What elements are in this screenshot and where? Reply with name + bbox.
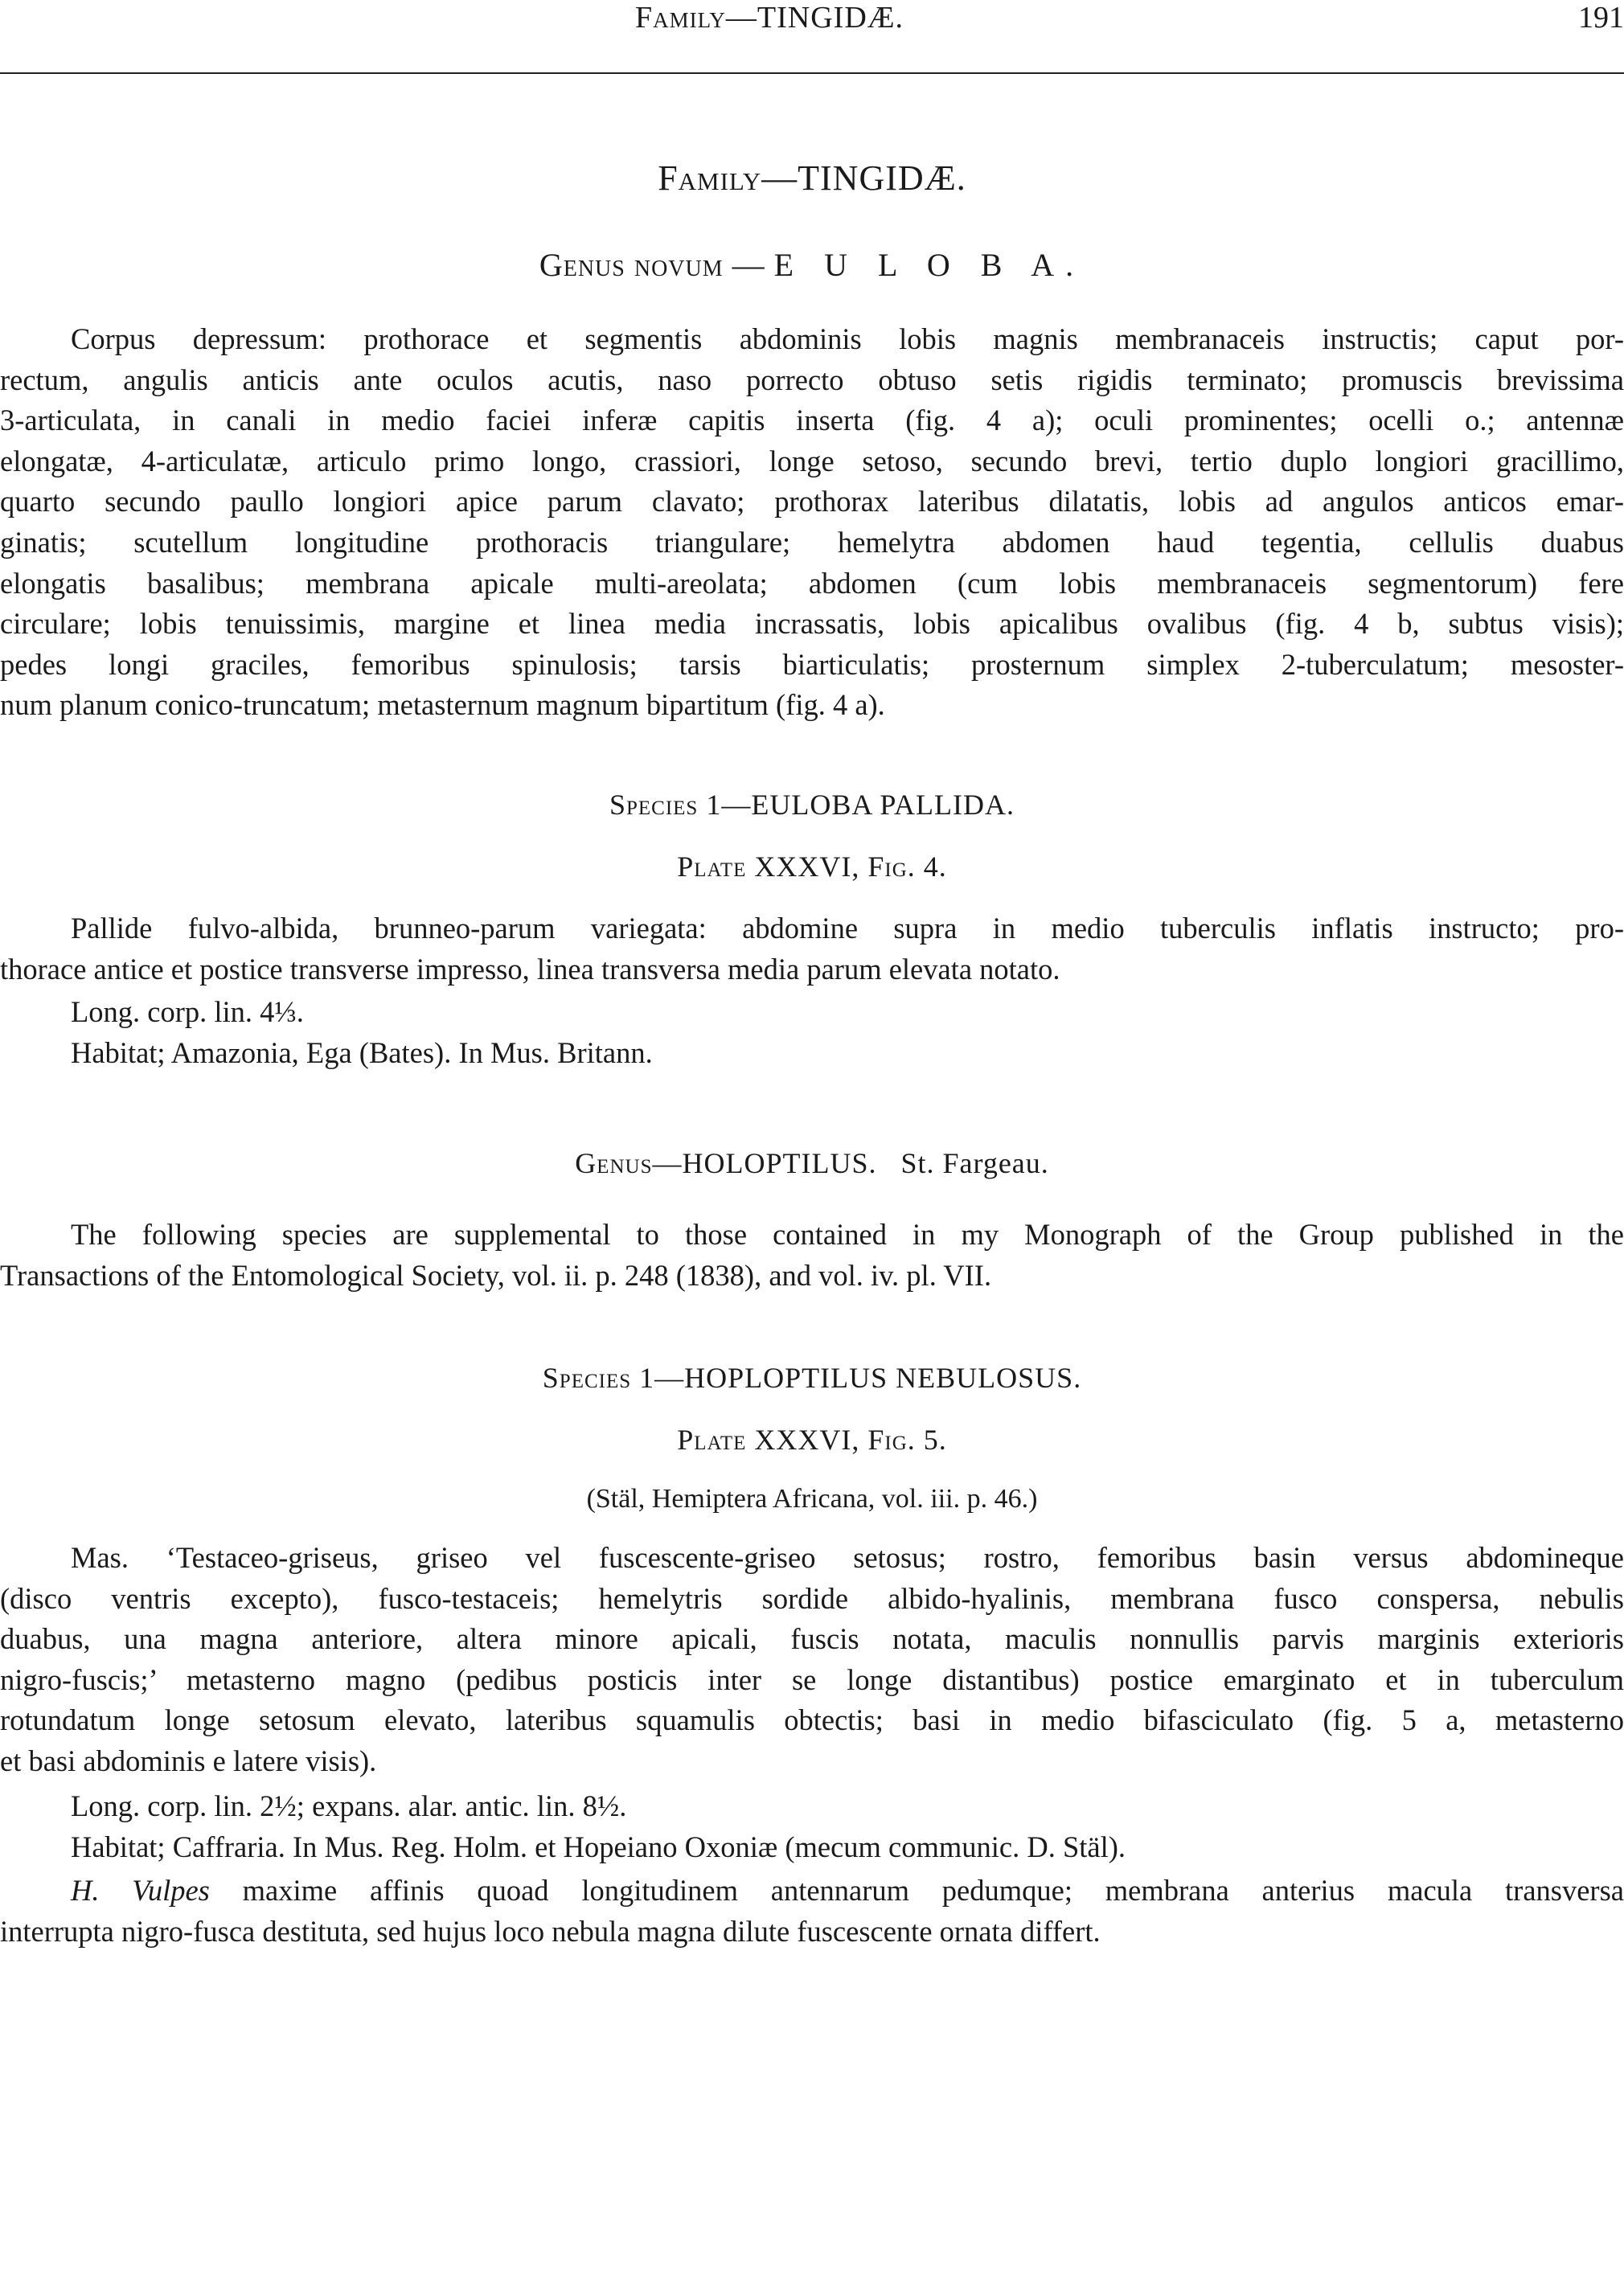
euloba-pallida-description [0, 908, 1624, 990]
genus-name: E U L O B A. [773, 247, 1085, 283]
habitat-line: Habitat; Caffraria. In Mus. Reg. Holm. et Hopeiano Oxoniæ (mecum communic. D. Stäl). [71, 1830, 1126, 1863]
text-line: duabus, una magna anteriore, altera minore apicali, fuscis notata, maculis nonnullis parvis marginis exterioris [0, 1622, 1624, 1656]
text-line: Pallide fulvo-albida, brunneo-parum variegata: abdomine supra in medio tuberculis inflatis instructo; pro- [71, 912, 1624, 945]
plate-reference: Plate XXXVI, Fig. 4. [677, 850, 947, 883]
text-line: 3-articulata, in canali in medio faciei inferæ capitis inserta (fig. 4 a); oculi prominentes; ocelli o.; antennæ [0, 404, 1624, 437]
text-line: Corpus depressum: prothorace et segmentis abdominis lobis magnis membranaceis instructis; caput por- [71, 322, 1624, 355]
text-line: (disco ventris excepto), fusco-testaceis; hemelytris sordide albido-hyalinis, membrana fusco conspersa, nebulis [0, 1581, 1624, 1615]
header-rule [0, 72, 1624, 74]
habitat-line: Habitat; Amazonia, Ega (Bates). In Mus. Britann. [71, 1036, 653, 1069]
genus-novum-label: Genus novum — [539, 247, 765, 283]
plate-reference: Plate XXXVI, Fig. 5. [677, 1424, 947, 1456]
euloba-description [0, 319, 1624, 726]
text-line: circulare; lobis tenuissimis, margine et linea media incrassatis, lobis apicalibus ovalibus (fig. 4 b, subtus visis); [0, 607, 1624, 641]
genus-author: St. Fargeau. [900, 1147, 1049, 1179]
comparison-text: maxime affinis quoad longitudinem antennarum pedumque; membrana anterius macula transversa [209, 1874, 1624, 1907]
species-heading-hoploptilus-nebulosus: Species 1—HOPLOPTILUS NEBULOSUS. [542, 1362, 1082, 1394]
text-line: pedes longi graciles, femoribus spinulosis; tarsis biarticulatis; prosternum simplex 2-tuberculatum; mesoster- [0, 647, 1624, 681]
family-heading: Family—TINGIDÆ. [658, 158, 966, 198]
text-line: rotundatum longe setosum elevato, lateribus squamulis obtectis; basi in medio bifasciculato (fig. 5 a, metasterno [0, 1703, 1624, 1737]
species-name-italic: H. Vulpes [71, 1874, 210, 1907]
text-line: et basi abdominis e latere visis). [0, 1744, 377, 1777]
text-line: nigro-fuscis;’ metasterno magno (pedibus posticis inter se longe distantibus) postice emarginato et in tuberculum [0, 1662, 1624, 1696]
text-line: interrupta nigro-fusca destituta, sed hujus loco nebula magna dilute fuscescente ornata differt. [0, 1914, 1101, 1948]
holoptilus-intro [0, 1215, 1624, 1296]
text-line: Transactions of the Entomological Society, vol. ii. p. 248 (1838), and vol. iv. pl. VII. [0, 1258, 992, 1292]
comparison-paragraph [0, 1871, 1624, 1952]
text-line [0, 1871, 1624, 1912]
text-line: thorace antice et postice transverse impresso, linea transversa media parum elevata notato. [0, 952, 1060, 986]
text-line: elongatæ, 4-articulatæ, articulo primo longo, crassiori, longe setoso, secundo brevi, tertio duplo longiori gracillimo, [0, 444, 1624, 477]
genus-name: HOLOPTILUS. [682, 1147, 877, 1179]
text-line: ginatis; scutellum longitudine prothoracis triangulare; hemelytra abdomen haud tegentia, cellulis duabus [0, 525, 1624, 559]
text-line: The following species are supplemental to those contained in my Monograph of the Group published in the [71, 1218, 1624, 1251]
length-measurement: Long. corp. lin. 4⅓. [71, 995, 304, 1028]
text-line: num planum conico-truncatum; metasternum magnum bipartitum (fig. 4 a). [0, 688, 885, 722]
genus-holoptilus-heading [0, 1146, 1624, 1180]
running-head [0, 0, 1624, 48]
genus-label: Genus— [575, 1147, 683, 1179]
text-line: rectum, angulis anticis ante oculos acutis, naso porrecto obtuso setis rigidis terminato; promuscis brevissima [0, 363, 1624, 396]
genus-novum-heading [0, 246, 1624, 284]
length-measurement: Long. corp. lin. 2½; expans. alar. antic. lin. 8½. [71, 1789, 627, 1822]
running-head-title: Family—TINGIDÆ. [635, 1, 904, 35]
species-heading-euloba-pallida: Species 1—EULOBA PALLIDA. [609, 789, 1015, 821]
hoploptilus-description [0, 1538, 1624, 1782]
page-number: 191 [1578, 1, 1624, 35]
literature-reference: (Stäl, Hemiptera Africana, vol. iii. p. 46.) [586, 1484, 1038, 1514]
text-line: Mas. ‘Testaceo-griseus, griseo vel fuscescente-griseo setosus; rostro, femoribus basin versus abdomineque [71, 1541, 1624, 1574]
text-line: elongatis basalibus; membrana apicale multi-areolata; abdomen (cum lobis membranaceis segmentorum) fere [0, 566, 1624, 600]
text-line: quarto secundo paullo longiori apice parum clavato; prothorax lateribus dilatatis, lobis ad angulos anticos emar- [0, 485, 1624, 518]
